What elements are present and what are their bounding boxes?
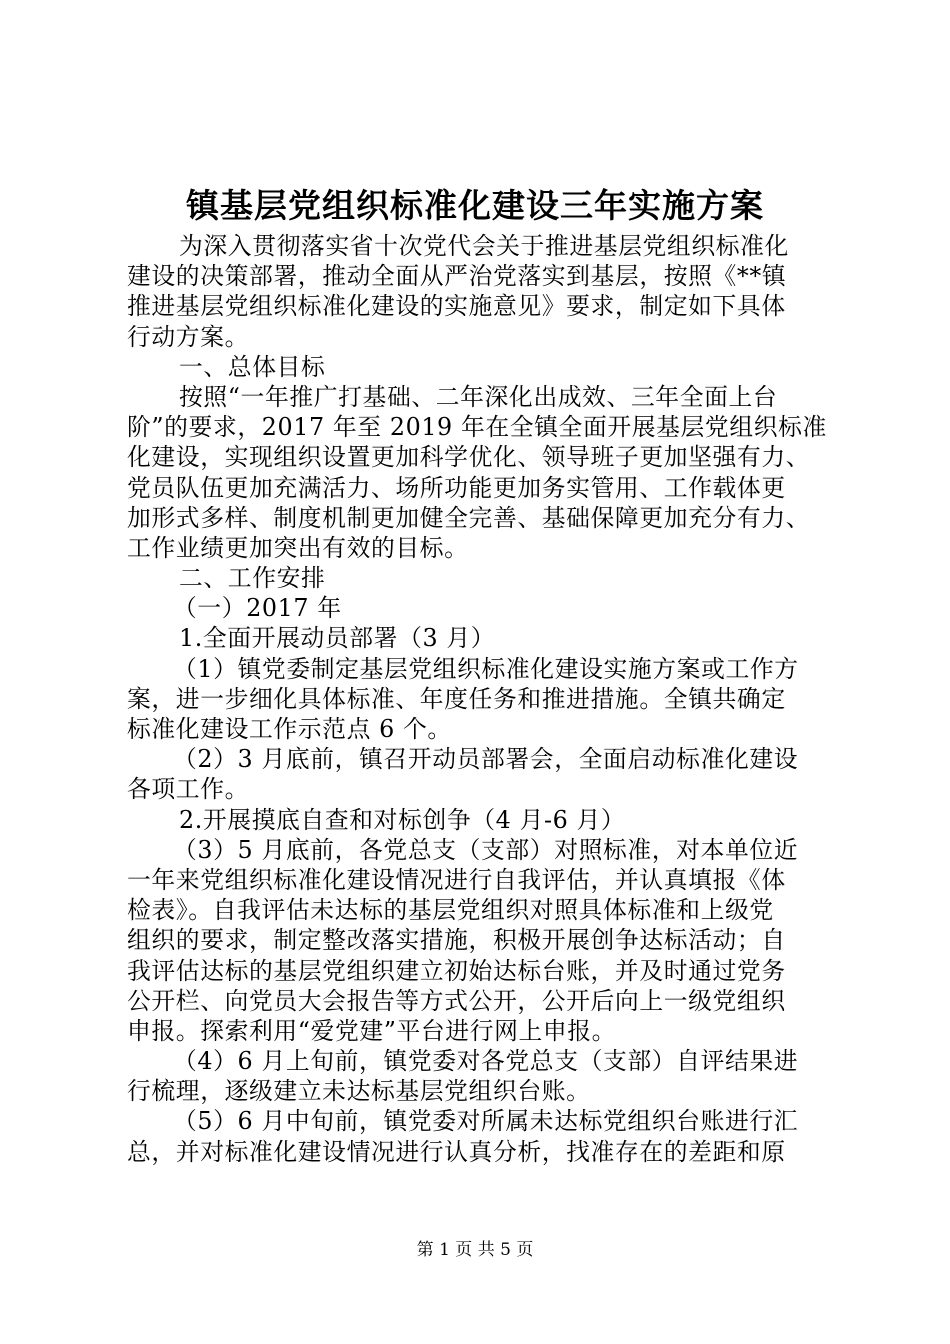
paragraph-line: 公开栏、向党员大会报告等方式公开，公开后向上一级党组织 [127, 986, 786, 1015]
paragraph-line: 案，进一步细化具体标准、年度任务和推进措施。全镇共确定 [127, 684, 786, 713]
paragraph-line: 我评估达标的基层党组织建立初始达标台账，并及时通过党务 [127, 956, 786, 985]
document-title: 镇基层党组织标准化建设三年实施方案 [186, 186, 764, 225]
paragraph-line: 工作业绩更加突出有效的目标。 [127, 533, 469, 562]
paragraph-line: 总，并对标准化建设情况进行认真分析，找准存在的差距和原 [127, 1137, 786, 1166]
paragraph-line: 申报。探索利用“爱党建”平台进行网上申报。 [127, 1016, 617, 1045]
subsection-heading: （一）2017 年 [173, 594, 342, 623]
paragraph-line: （1）镇党委制定基层党组织标准化建设实施方案或工作方 [173, 654, 799, 683]
section-heading: 二、工作安排 [179, 564, 326, 593]
paragraph-line: （5）6 月中旬前，镇党委对所属未达标党组织台账进行汇 [173, 1107, 799, 1136]
paragraph-line: （2）3 月底前，镇召开动员部署会，全面启动标准化建设 [173, 745, 799, 774]
paragraph-line: （4）6 月上旬前，镇党委对各党总支（支部）自评结果进 [173, 1047, 799, 1076]
paragraph-line: 行动方案。 [127, 322, 249, 351]
paragraph-line: 阶”的要求，2017 年至 2019 年在全镇全面开展基层党组织标准 [127, 413, 827, 442]
paragraph-line: 行梳理，逐级建立未达标基层党组织台账。 [127, 1077, 591, 1106]
item-heading: 2.开展摸底自查和对标创争（4 月-6 月） [179, 805, 626, 834]
paragraph-line: 加形式多样、制度机制更加健全完善、基础保障更加充分有力、 [127, 503, 811, 532]
paragraph-line: 推进基层党组织标准化建设的实施意见》要求，制定如下具体 [127, 292, 786, 321]
paragraph-line: 化建设，实现组织设置更加科学优化、领导班子更加坚强有力、 [127, 443, 811, 472]
section-heading: 一、总体目标 [179, 352, 326, 381]
paragraph-line: 标准化建设工作示范点 6 个。 [127, 715, 452, 743]
paragraph-line: 党员队伍更加充满活力、场所功能更加务实管用、工作载体更 [127, 473, 786, 502]
paragraph-line: 建设的决策部署，推动全面从严治党落实到基层，按照《**镇 [127, 262, 787, 291]
paragraph-line: （3）5 月底前，各党总支（支部）对照标准，对本单位近 [173, 835, 799, 864]
item-heading: 1.全面开展动员部署（3 月） [179, 624, 496, 653]
paragraph-line: 检表》。自我评估未达标的基层党组织对照具体标准和上级党 [127, 896, 774, 925]
paragraph-line: 为深入贯彻落实省十次党代会关于推进基层党组织标准化 [179, 232, 789, 260]
page-number-footer: 第 1 页 共 5 页 [416, 1240, 534, 1260]
paragraph-line: 按照“一年推广打基础、二年深化出成效、三年全面上台 [179, 382, 778, 411]
paragraph-line: 各项工作。 [127, 775, 249, 804]
paragraph-line: 一年来党组织标准化建设情况进行自我评估，并认真填报《体 [127, 865, 786, 894]
document-body [127, 231, 834, 1167]
paragraph-line: 组织的要求，制定整改落实措施，积极开展创争达标活动；自 [127, 926, 786, 955]
